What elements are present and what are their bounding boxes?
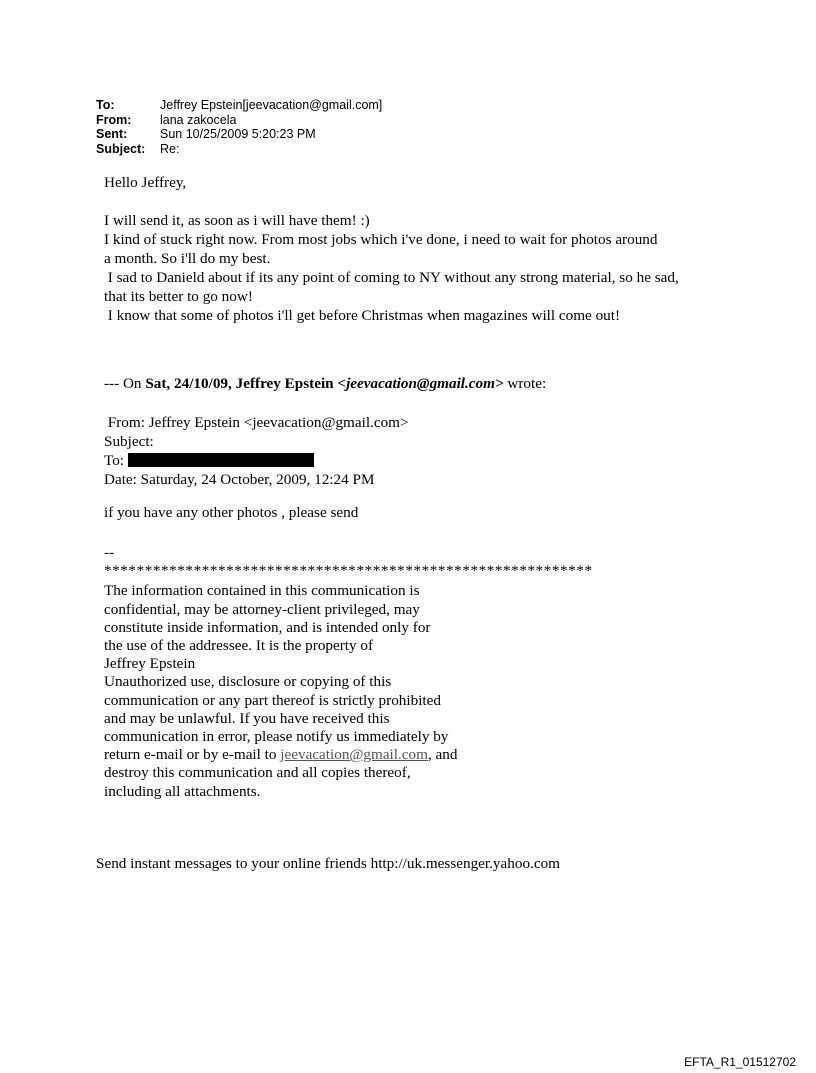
reply-line: I sad to Danield about if its any point of coming to NY without any strong material, so he sad, [104, 269, 679, 286]
disclaimer-line: the use of the addressee. It is the property of [104, 637, 374, 655]
reply-line: I will send it, as soon as i will have them! :) [104, 212, 370, 229]
signature-block [104, 544, 593, 801]
header-to-row [96, 98, 382, 113]
from-value: lana zakocela [160, 112, 237, 127]
to-value: Jeffrey Epstein[jeevacation@gmail.com] [160, 98, 383, 112]
disclaimer-line: communication in error, please notify us immediately by [104, 728, 449, 746]
quote-suffix: wrote: [503, 375, 547, 392]
disclaimer-line: and may be unlawful. If you have received this [104, 709, 390, 727]
reply-line: I know that some of photos i'll get before Christmas when magazines will come out! [104, 307, 621, 324]
quoted-body: if you have any other photos , please send [104, 504, 359, 521]
header-from-row [96, 113, 382, 128]
subject-label: Subject: [96, 141, 146, 156]
header-subject-row [96, 142, 382, 157]
sent-label: Sent: [96, 127, 128, 142]
from-label: From: [96, 112, 132, 127]
redaction-box [128, 453, 314, 467]
email-header [96, 98, 382, 156]
disclaimer-line: Unauthorized use, disclosure or copying of this [104, 673, 392, 691]
disclaimer-line: communication or any part thereof is strictly prohibited [104, 691, 441, 709]
quote-email: <jeevacation@gmail.com> [337, 375, 504, 392]
disclaimer-line: constitute inside information, and is intended only for [104, 618, 431, 636]
return-suffix: , and [427, 746, 458, 764]
paragraph-gap [104, 192, 744, 211]
quoted-from: From: Jeffrey Epstein <jeevacation@gmail.com> [104, 414, 409, 431]
header-sent-row [96, 127, 382, 142]
document-id: EFTA_R1_01512702 [684, 1055, 796, 1069]
disclaimer [104, 582, 593, 800]
disclaimer-line: Jeffrey Epstein [104, 655, 196, 673]
disclaimer-line: destroy this communication and all copies thereof, [104, 764, 411, 782]
sent-value: Sun 10/25/2009 5:20:23 PM [160, 127, 316, 142]
quoted-date: Date: Saturday, 24 October, 2009, 12:24 PM [104, 471, 375, 488]
reply-line: that its better to go now! [104, 288, 253, 305]
reply-greeting: Hello Jeffrey, [104, 174, 187, 191]
email-link[interactable]: jeevacation@gmail.com [280, 746, 428, 764]
reply-message [104, 173, 744, 325]
quoted-to-label: To: [104, 452, 128, 469]
quote-prefix: --- On [104, 375, 146, 392]
reply-line: a month. So i'll do my best. [104, 250, 271, 267]
subject-value: Re: [160, 141, 180, 156]
disclaimer-line: The information contained in this communication is [104, 582, 420, 600]
disclaimer-line: including all attachments. [104, 782, 261, 800]
quote-date-author: Sat, 24/10/09, Jeffrey Epstein [145, 375, 338, 392]
quoted-subject: Subject: [104, 433, 154, 450]
return-prefix: return e-mail or by e-mail to [104, 746, 281, 764]
to-label: To: [96, 98, 115, 112]
quoted-to-row [104, 451, 409, 470]
disclaimer-line: confidential, may be attorney-client privileged, may [104, 600, 420, 618]
disclaimer-return-line [104, 746, 593, 764]
signature-dashes: -- [104, 544, 115, 561]
quote-header [104, 375, 546, 393]
signature-stars: ************************************************************ [104, 562, 593, 580]
quoted-headers [104, 413, 409, 489]
reply-line: I kind of stuck right now. From most jobs which i've done, i need to wait for photos around [104, 231, 658, 248]
yahoo-footer: Send instant messages to your online friends http://uk.messenger.yahoo.com [96, 855, 560, 872]
